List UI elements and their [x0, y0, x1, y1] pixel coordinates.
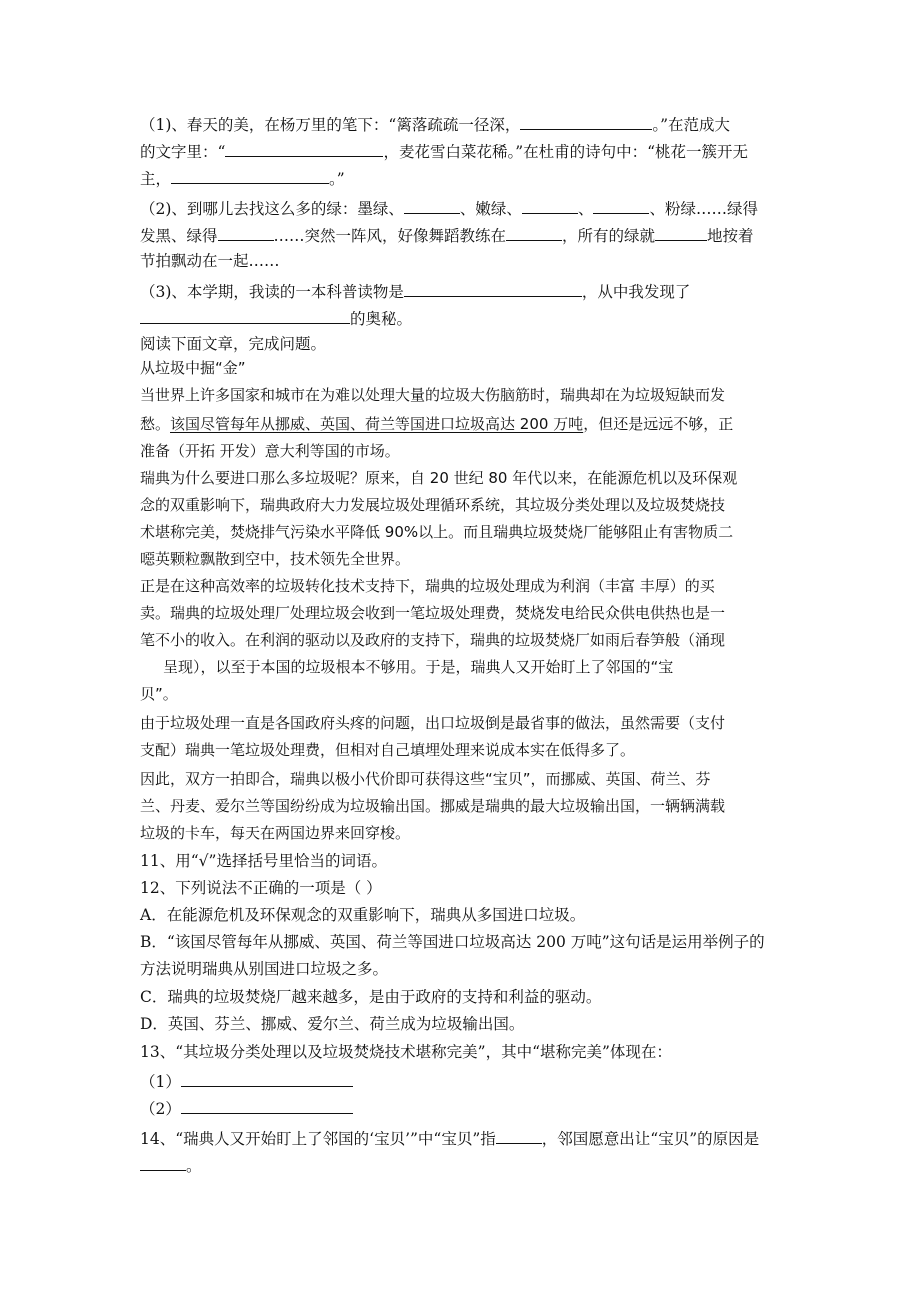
article-p3-line: 呈现），以至于本国的垃圾根本不够用。于是，瑞典人又开始盯上了邻国的“宝	[163, 658, 674, 676]
blank[interactable]	[140, 1153, 186, 1171]
blank[interactable]	[171, 166, 329, 184]
q12-option-a[interactable]: A．在能源危机及环保观念的双重影响下，瑞典从多国进口垃圾。	[140, 906, 586, 924]
q12-option-c[interactable]: C．瑞典的垃圾焚烧厂越来越多，是由于政府的支持和利益的驱动。	[140, 988, 602, 1006]
article-p4-line: 由于垃圾处理一直是各国政府头疼的问题，出口垃圾倒是最省事的做法，虽然需要（支付	[140, 714, 726, 732]
q3-line-2: 的奥秘。	[140, 306, 412, 330]
q12-option-d[interactable]: D．英国、芬兰、挪威、爱尔兰、荷兰成为垃圾输出国。	[140, 1015, 525, 1033]
q12-stem: 12、下列说法不正确的一项是（ ）	[140, 879, 382, 897]
article-p2-line: 念的双重影响下，瑞典政府大力发展垃圾处理循环系统，其垃圾分类处理以及垃圾焚烧技	[140, 496, 726, 514]
article-p4-line: 支配）瑞典一笔垃圾处理费，但相对自己填埋处理来说成本实在低得多了。	[140, 741, 636, 759]
q2-line-1: （2)、到哪儿去找这么多的绿：墨绿、 、嫩绿、 、 、粉绿……绿得	[140, 196, 758, 220]
q1-line-2: 的文字里：“ ，麦花雪白菜花稀。”在杜甫的诗句中：“桃花一簇开无	[140, 139, 748, 163]
blank[interactable]	[506, 223, 562, 241]
q12-option-b-cont: 方法说明瑞典从别国进口垃圾之多。	[140, 960, 389, 978]
article-title: 从垃圾中掘“金”	[140, 359, 246, 377]
blank[interactable]	[522, 196, 578, 214]
underlined-sentence: 该国尽管每年从挪威、英国、荷兰等国进口垃圾高达 200 万吨	[170, 415, 584, 433]
q13-item-1: （1）	[140, 1069, 353, 1093]
article-p3-line: 笔不小的收入。在利润的驱动以及政府的支持下，瑞典的垃圾焚烧厂如雨后春笋般（涌现	[140, 631, 726, 649]
blank[interactable]	[404, 196, 460, 214]
article-p2-line: 噁英颗粒飘散到空中，技术领先全世界。	[140, 550, 411, 568]
blank[interactable]	[520, 112, 652, 130]
article-p2-line: 瑞典为什么要进口那么多垃圾呢？原来，自 20 世纪 80 年代以来，在能源危机以及环保观	[140, 469, 738, 487]
article-p3-line: 贝”。	[140, 685, 178, 703]
q13-stem: 13、“其垃圾分类处理以及垃圾焚烧技术堪称完美”，其中“堪称完美”体现在：	[140, 1043, 672, 1061]
blank[interactable]	[404, 279, 582, 297]
article-p3-line: 正是在这种高效率的垃圾转化技术支持下，瑞典的垃圾处理成为利润（丰富 丰厚）的买	[140, 577, 715, 595]
q14-line-2: 。	[140, 1153, 202, 1177]
q12-option-b[interactable]: B．“该国尽管每年从挪威、英国、荷兰等国进口垃圾高达 200 万吨”这句话是运用举例子的	[140, 933, 765, 951]
article-p1-line: 当世界上许多国家和城市在为难以处理大量的垃圾大伤脑筋时，瑞典却在为垃圾短缺而发	[140, 386, 726, 404]
article-p1-line: 愁。该国尽管每年从挪威、英国、荷兰等国进口垃圾高达 200 万吨，但还是远远不够，正	[140, 415, 734, 433]
reading-instruction: 阅读下面文章，完成问题。	[140, 335, 327, 353]
q2-line-2: 发黑、绿得 ……突然一阵风，好像舞蹈教练在 ，所有的绿就 地按着	[140, 223, 754, 247]
article-p2-line: 术堪称完美，焚烧排气污染水平降低 90%以上。而且瑞典垃圾焚烧厂能够阻止有害物质二	[140, 523, 734, 541]
blank[interactable]	[593, 196, 649, 214]
blank[interactable]	[496, 1126, 542, 1144]
q14-line-1: 14、“瑞典人又开始盯上了邻国的‘宝贝’”中“宝贝”指 ，邻国愿意出让“宝贝”的原因是	[140, 1126, 759, 1150]
q1-line-1: （1)、春天的美，在杨万里的笔下：“篱落疏疏一径深， 。”在范成大	[140, 112, 730, 136]
article-p5-line: 兰、丹麦、爱尔兰等国纷纷成为垃圾输出国。挪威是瑞典的最大垃圾输出国，一辆辆满载	[140, 797, 726, 815]
blank[interactable]	[218, 223, 274, 241]
answer-line[interactable]	[181, 1096, 353, 1114]
article-p3-line: 卖。瑞典的垃圾处理厂处理垃圾会收到一笔垃圾处理费，焚烧发电给民众供电供热也是一	[140, 604, 726, 622]
blank[interactable]	[655, 223, 707, 241]
blank[interactable]	[225, 139, 383, 157]
article-p5-line: 垃圾的卡车，每天在两国边界来回穿梭。	[140, 824, 411, 842]
q11-stem: 11、用“√”选择括号里恰当的词语。	[140, 852, 387, 870]
article-p5-line: 因此，双方一拍即合，瑞典以极小代价即可获得这些“宝贝”，而挪威、英国、荷兰、芬	[140, 770, 711, 788]
blank[interactable]	[140, 306, 350, 324]
article-p1-line: 准备（开拓 开发）意大利等国的市场。	[140, 442, 400, 460]
q13-item-2: （2）	[140, 1096, 353, 1120]
q1-line-3: 主， 。”	[140, 166, 345, 190]
answer-line[interactable]	[181, 1069, 353, 1087]
q3-line-1: （3)、本学期，我读的一本科普读物是 ，从中我发现了	[140, 279, 690, 303]
q2-line-3: 节拍飘动在一起……	[140, 252, 280, 270]
